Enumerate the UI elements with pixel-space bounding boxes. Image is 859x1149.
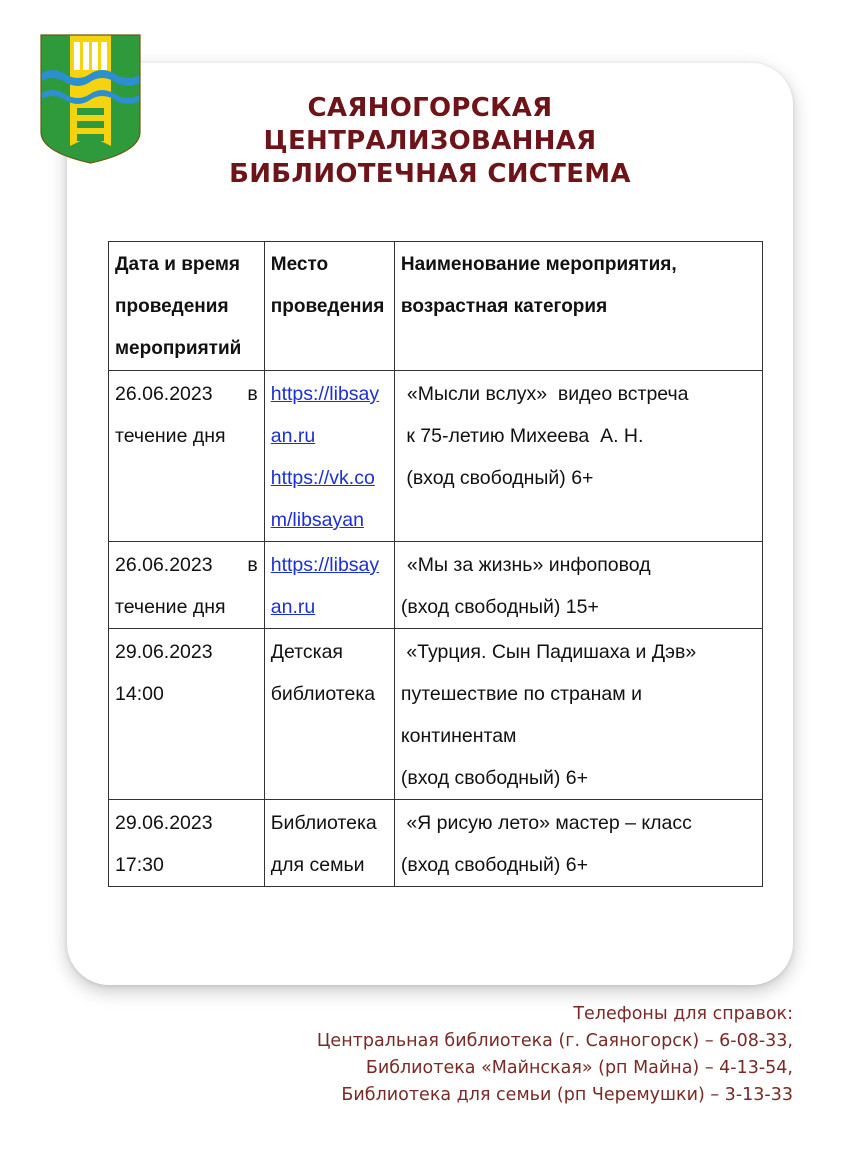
events-table [108, 241, 763, 887]
event-line: «Я рисую лето» мастер – класс [400, 812, 692, 834]
event-line: континентам [400, 725, 517, 747]
place-text: Библиотека [270, 812, 377, 834]
date-suffix: в [247, 554, 258, 576]
organization-title [170, 92, 690, 191]
event-date: 26.06.2023 [115, 554, 213, 576]
place-link[interactable]: https://libsay [270, 554, 380, 576]
contacts-title: Телефоны для справок: [573, 1004, 793, 1024]
title-line: САЯНОГОРСКАЯ [307, 93, 553, 123]
cell-place [264, 371, 394, 542]
event-date: 26.06.2023 [115, 383, 213, 405]
cell-datetime [109, 371, 265, 542]
header-text: проведения [270, 296, 385, 317]
place-text: для семьи [270, 854, 365, 876]
event-line: (вход свободный) 6+ [400, 767, 589, 789]
cell-event [394, 629, 762, 800]
cell-datetime [109, 542, 265, 629]
cell-place [264, 800, 394, 887]
event-line: «Мы за жизнь» инфоповод [406, 554, 651, 576]
contacts-block [233, 1001, 793, 1109]
cell-event [394, 800, 762, 887]
table-row [109, 542, 763, 629]
place-link[interactable]: an.ru [270, 596, 316, 618]
contact-line: Библиотека «Майнская» (рп Майна) – 4-13-54, [365, 1058, 793, 1078]
place-text: библиотека [270, 683, 376, 705]
header-text: Наименование мероприятия, [400, 254, 677, 275]
date-suffix: в [247, 383, 258, 405]
place-link[interactable]: https://vk.co [270, 467, 375, 489]
header-text: Дата и время [115, 254, 240, 275]
cell-datetime [109, 800, 265, 887]
event-date: 29.06.2023 [115, 812, 213, 834]
event-line: «Турция. Сын Падишаха и Дэв» [400, 641, 697, 663]
table-header-row [109, 242, 763, 371]
event-time: течение дня [115, 425, 226, 447]
cell-datetime [109, 629, 265, 800]
cell-place [264, 629, 394, 800]
cell-event [394, 371, 762, 542]
header-event [394, 242, 762, 371]
event-time: 17:30 [115, 854, 164, 876]
header-place [264, 242, 394, 371]
place-link[interactable]: an.ru [270, 425, 316, 447]
cell-place [264, 542, 394, 629]
cell-event [394, 542, 762, 629]
event-time: 14:00 [115, 683, 164, 705]
event-time: течение дня [115, 596, 226, 618]
event-line: к 75-летию Михеева А. Н. [400, 425, 644, 447]
table-row [109, 800, 763, 887]
title-line: БИБЛИОТЕЧНАЯ СИСТЕМА [229, 159, 631, 189]
event-line: (вход свободный) 6+ [400, 467, 594, 489]
place-text: Детская [270, 641, 343, 663]
header-text: Место [270, 254, 329, 275]
header-text: возрастная категория [400, 296, 608, 317]
table-row [109, 371, 763, 542]
place-link[interactable]: m/libsayan [270, 509, 364, 531]
title-line: ЦЕНТРАЛИЗОВАННАЯ [263, 126, 597, 156]
contact-line: Центральная библиотека (г. Саяногорск) – 6-08-33, [316, 1031, 793, 1051]
contact-line: Библиотека для семьи (рп Черемушки) – 3-13-33 [341, 1085, 793, 1105]
header-text: проведения [115, 296, 229, 317]
event-line: (вход свободный) 15+ [400, 596, 599, 618]
event-line: (вход свободный) 6+ [400, 854, 589, 876]
header-datetime [109, 242, 265, 371]
event-line: «Мысли вслух» видео встреча [406, 383, 689, 405]
event-line: путешествие по странам и [400, 683, 642, 705]
event-date: 29.06.2023 [115, 641, 213, 663]
place-link[interactable]: https://libsay [270, 383, 380, 405]
coat-of-arms-emblem [40, 34, 141, 164]
header-text: мероприятий [115, 338, 242, 359]
table-row [109, 629, 763, 800]
